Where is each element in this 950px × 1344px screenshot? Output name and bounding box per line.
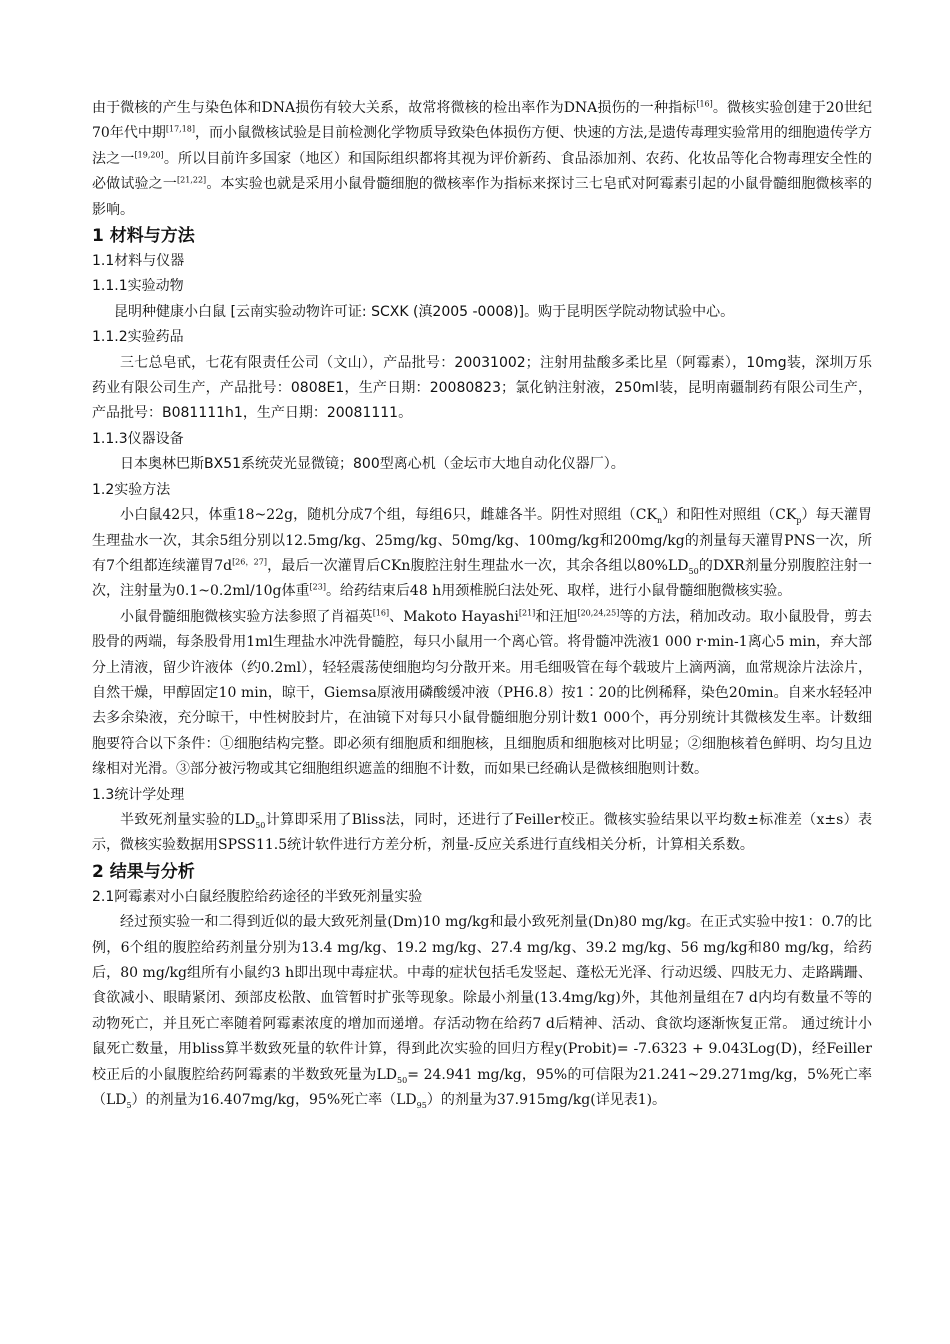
method-2-text-c: 和汪旭 [535,608,578,625]
method-1-text-d: ，最后一次灌胃后CKn腹腔注射生理盐水一次，其余各组以80%LD [266,557,689,574]
results-sub-5: 5 [126,1100,132,1110]
citation-16: [16] [696,99,713,109]
method-2-text-b: 、Makoto Hayashi [389,608,519,625]
method-1-text-e: 的DXR剂量分别腹腔注射一次，注射量为0.1~0.2ml/10g体重 [92,557,872,600]
intro-text-2: 。微核实验创建于20世纪70年代中期 [92,100,872,142]
results-text-d: ）的剂量为37.915mg/kg(详见表1)。 [426,1092,667,1109]
citation-16b: [16] [372,608,390,618]
subsection-1-1-2: 1.1.2实验药品 [92,329,184,346]
method-paragraph-1 [92,503,872,605]
citation-23: [23] [309,582,326,592]
section-1-heading: 1 材料与方法 [92,226,195,247]
method-1-text-b: ）和阳性对照组（CK [662,507,797,524]
subsection-1-3: 1.3统计学处理 [92,786,185,803]
animals-paragraph: 昆明种健康小白鼠 [云南实验动物许可证: SCXK (滇2005 -0008)]。购于昆明医学院动物试验中心。 [114,303,735,320]
method-2-text-d: 等的方法，稍加改动。取小鼠股骨，剪去股骨的两端，每条股骨用1ml生理盐水冲洗骨髓腔，每只小鼠用一个离心管。将骨髓冲洗液1 000 r·min-1离心5 min，弃大部分上清液，留少许液体（约0.2ml），轻轻震荡使细胞均匀分散开来。用毛细吸管在每个载玻片上滴两滴，血常规涂片法涂片，自然干燥，甲醇固定10 min，晾干，Giemsa原液用磷酸缓冲液（PH6.8）按1∶20的比例稀释，染色20min。自来水轻轻冲去多余染液，充分晾干，中性树胶封片，在油镜下对每只小鼠骨髓细胞分别计数1 000个，再分别统计其微核发生率。计数细胞要符合以下条件：①细胞结构完整。即必须有细胞质和细胞核，且细胞质和细胞核对比明显；②细胞核着色鲜明、均匀且边缘相对光滑。③部分被污物或其它细胞组织遮盖的细胞不计数，而如果已经确认是微核细胞则计数。 [92,608,873,778]
method-1-sub-n: n [656,515,663,525]
method-1-text-f: 。给药结束后48 h用颈椎脱臼法处死、取样，进行小鼠骨髓细胞微核实验。 [325,583,792,600]
subsection-1-1-1: 1.1.1实验动物 [92,278,184,295]
citation-17-18: [17,18] [165,124,196,134]
method-1-sub-p: p [796,515,802,525]
subsection-1-1-3: 1.1.3仪器设备 [92,430,184,447]
citation-21-22: [21,22] [177,175,207,185]
results-text-c: ）的剂量为16.407mg/kg，95%死亡率（LD [131,1092,417,1109]
citation-20-24-25: [20,24,25] [577,608,620,618]
stat-text-a: 半致死剂量实验的LD [120,811,256,828]
subsection-1-1: 1.1材料与仪器 [92,253,185,270]
subsection-1-2: 1.2实验方法 [92,481,171,498]
intro-text-5: 。本实验也就是采用小鼠骨髓细胞的微核率作为指标来探讨三七皂甙对阿霉素引起的小鼠骨髓细胞微核率的影响。 [92,176,873,218]
method-2-text-a: 小鼠骨髓细胞微核实验方法参照了肖福英 [120,608,373,625]
results-sub-95: 95 [416,1100,427,1110]
statistics-paragraph [92,808,872,859]
results-sub-50: 50 [397,1075,408,1085]
intro-text-3: ，而小鼠微核试验是目前检测化学物质导致染色体损伤方便、快速的方法,是遗传毒理实验常用的细胞遗传学方法之一 [92,125,872,167]
intro-paragraph [92,96,872,223]
method-1-text-c: ）每天灌胃生理盐水一次，其余5组分别以12.5mg/kg、25mg/kg、50mg/kg、100mg/kg和200mg/kg的剂量每天灌胃PNS一次，所有7个组都连续灌胃7d [92,507,873,574]
document-page [92,96,872,1113]
results-text-a: 经过预实验一和二得到近似的最大致死剂量(Dm)10 mg/kg和最小致死剂量(Dn)80 mg/kg。在正式实验中按1：0.7的比例，6个组的腹腔给药剂量分别为13.4 mg/kg、19.2 mg/kg、27.4 mg/kg、39.2 mg/kg、56 mg/kg和80 mg/kg，给药后，80 mg/kg组所有小鼠约3 h即出现中毒症状。中毒的症状包括毛发竖起、蓬松无光泽、行动迟缓、四肢无力、走路蹒跚、食欲减小、眼睛紧闭、颈部皮松散、血管暂时扩张等现象。除最小剂量(13.4mg/kg)外，其他剂量组在7 d内均有数量不等的动物死亡，并且死亡率随着阿霉素浓度的增加而递增。存活动物在给药7 d后精神、活动、食欲均逐渐恢复正常。 通过统计小鼠死亡数量，用bliss算半数致死量的软件计算，得到此次实验的回归方程y(Probit)= -7.6323 + 9.043Log(D)，经Feiller校正后的小鼠腹腔给药阿霉素的半数致死量为LD [92,914,872,1083]
drugs-paragraph: 三七总皂甙，七花有限责任公司（文山），产品批号：20031002；注射用盐酸多柔比星（阿霉素），10mg装，深圳万乐药业有限公司生产，产品批号：0808E1，生产日期：20080823；氯化钠注射液，250ml装，昆明南疆制药有限公司生产，产品批号：B081111h1，生产日期：20081111。 [92,354,872,422]
method-1-text-a: 小白鼠42只，体重18~22g，随机分成7个组，每组6只，雌雄各半。阴性对照组（CK [120,507,657,524]
citation-26-27: [26，27] [232,557,267,567]
method-paragraph-2 [92,605,872,783]
citation-21: [21] [518,608,536,618]
results-text-b: = 24.941 mg/kg，95%的可信限为21.241~29.271mg/kg，5%死亡率（LD [92,1066,872,1109]
stat-text-b: 计算即采用了Bliss法，同时，还进行了Feiller校正。微核实验结果以平均数±标准差（x±s）表示，微核实验数据用SPSS11.5统计软件进行方差分析，剂量-反应关系进行直线相关分析，计算相关系数。 [92,811,872,854]
subsection-2-1: 2.1阿霉素对小白鼠经腹腔给药途径的半致死剂量实验 [92,888,423,905]
results-paragraph [92,910,872,1113]
stat-sub-50: 50 [255,820,266,830]
citation-19-20: [19,20] [134,150,164,160]
equipment-paragraph: 日本奥林巴斯BX51系统荧光显微镜；800型离心机（金坛市大地自动化仪器厂）。 [120,456,625,473]
section-2-heading: 2 结果与分析 [92,861,195,882]
method-1-sub-50: 50 [688,566,699,576]
intro-text-1: 由于微核的产生与染色体和DNA损伤有较大关系，故常将微核的检出率作为DNA损伤的一种指标 [92,100,697,116]
intro-text-4: 。所以目前许多国家（地区）和国际组织都将其视为评价新药、食品添加剂、农药、化妆品等化合物毒理安全性的必做试验之一 [92,150,873,193]
